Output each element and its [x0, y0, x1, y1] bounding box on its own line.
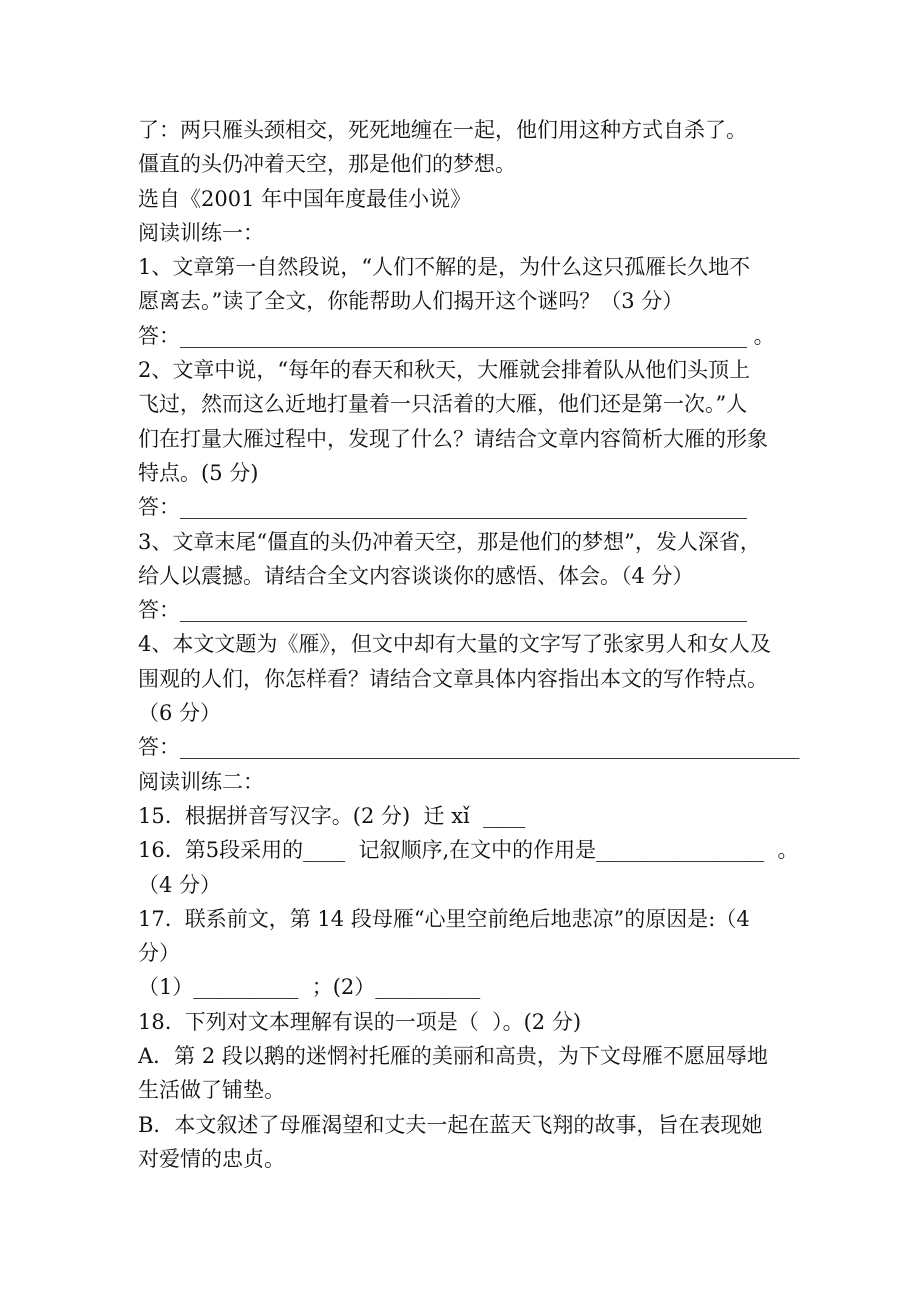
document-body: [138, 113, 798, 1176]
text-line: 了：两只雁头颈相交，死死地缠在一起，他们用这种方式自杀了。: [138, 118, 747, 142]
question-2: 2、文章中说，“每年的春天和秋天，大雁就会排着队从他们头顶上: [138, 358, 751, 383]
option-b: B．本文叙述了母雁渴望和丈夫一起在蓝天飞翔的故事，旨在表现她: [138, 1112, 763, 1137]
question-4-cont: （6 分）: [138, 701, 222, 726]
question-18: 18. 下列对文本理解有误的一项是（ ）。(2 分): [138, 1009, 582, 1034]
question-17-blanks: （1）__________ ；(2）__________: [138, 975, 481, 1000]
question-1: 1、文章第一自然段说，“人们不解的是，为什么这只孤雁长久地不: [138, 255, 751, 280]
question-16: 16. 第5段采用的____ 记叙顺序,在文中的作用是________________ 。: [138, 838, 799, 863]
question-17: 17. 联系前文，第 14 段母雁“心里空前绝后地悲凉”的原因是:（4: [138, 906, 750, 931]
option-a-cont: 生活做了铺垫。: [138, 1078, 285, 1103]
question-2-cont: 飞过，然而这么近地打量着一只活着的大雁，他们还是第一次。”人: [138, 392, 748, 417]
option-b-cont: 对爱情的忠贞。: [138, 1146, 285, 1171]
question-2-cont: 特点。(5 分): [138, 460, 259, 485]
answer-line-2: 答：______________________________________________________: [138, 495, 747, 520]
question-3-cont: 给人以震撼。请结合全文内容谈谈你的感悟、体会。（4 分）: [138, 563, 694, 588]
option-a: A．第 2 段以鹅的迷惘衬托雁的美丽和高贵，为下文母雁不愿屈辱地: [138, 1044, 768, 1069]
question-17-cont: 分）: [138, 941, 180, 966]
text-line: 僵直的头仍冲着天空，那是他们的梦想。: [138, 152, 516, 177]
source-line: 选自《2001 年中国年度最佳小说》: [138, 186, 472, 211]
question-4: 4、本文文题为《雁》，但文中却有大量的文字写了张家男人和女人及: [138, 632, 771, 657]
question-15: 15. 根据拼音写汉字。(2 分) 迁 xǐ ____: [138, 803, 526, 828]
section-heading: 阅读训练二：: [138, 769, 264, 794]
section-heading: 阅读训练一：: [138, 220, 264, 245]
answer-line-1: 答：______________________________________________________ 。: [138, 323, 775, 348]
question-2-cont: 们在打量大雁过程中，发现了什么？请结合文章内容简析大雁的形象: [138, 426, 768, 451]
answer-line-4: 答：___________________________________________________________: [138, 735, 800, 760]
question-1-cont: 愿离去。”读了全文，你能帮助人们揭开这个谜吗？（3 分）: [138, 289, 684, 314]
question-4-cont: 围观的人们，你怎样看？请结合文章具体内容指出本文的写作特点。: [138, 666, 768, 691]
question-16-cont: （4 分）: [138, 872, 222, 897]
question-3: 3、文章末尾“僵直的头仍冲着天空，那是他们的梦想”，发人深省，: [138, 529, 761, 554]
answer-line-3: 答：______________________________________________________: [138, 598, 747, 623]
